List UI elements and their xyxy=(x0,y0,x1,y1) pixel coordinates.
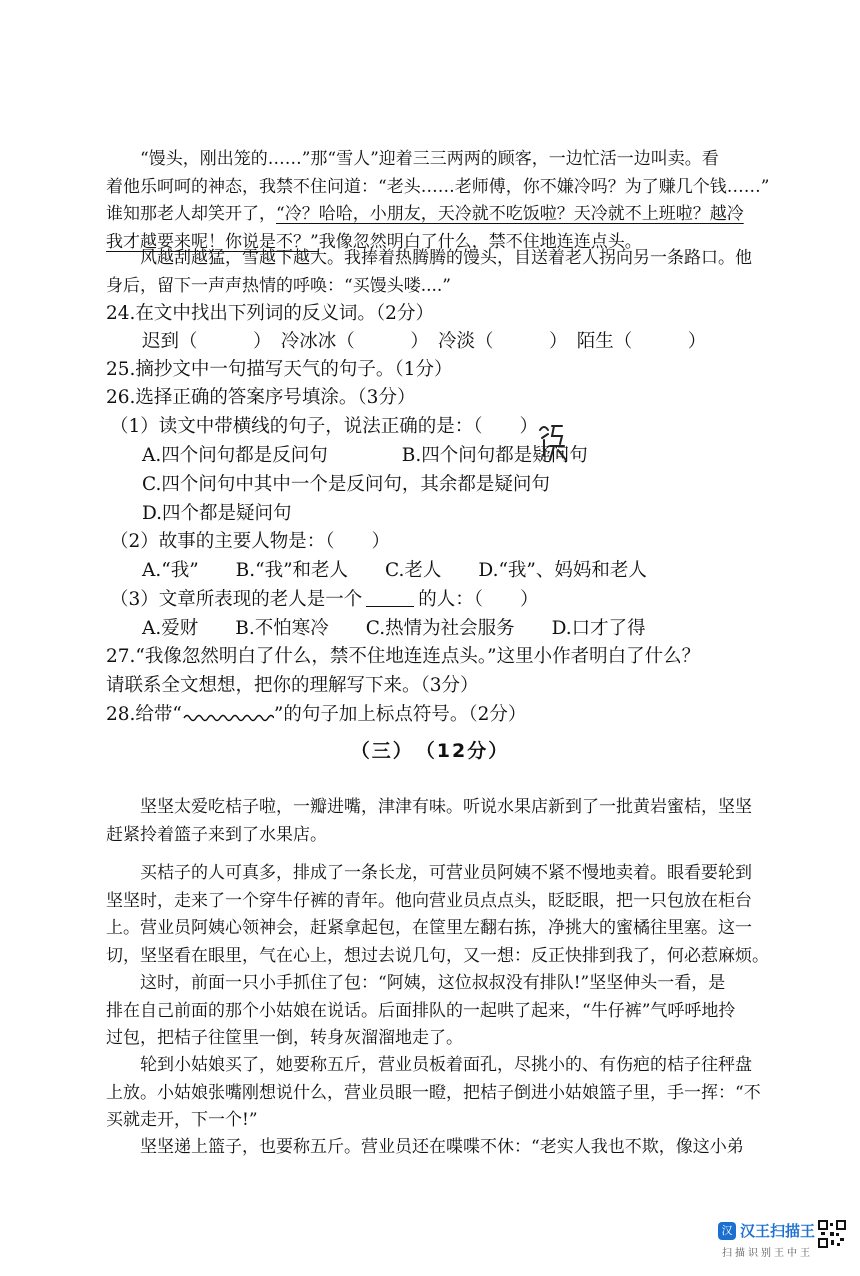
text-line: 买就走开，下一个!” xyxy=(106,1110,258,1130)
question-24: 24.在文中找出下列词的反义词。（2分） xyxy=(106,303,434,324)
question-27-line-2: 请联系全文想想，把你的理解写下来。（3分） xyxy=(106,675,479,696)
question-26-2: （2）故事的主要人物是：（ ） xyxy=(110,531,391,552)
text-line: 过包，把桔子往筐里一倒，转身灰溜溜地走了。 xyxy=(106,1028,463,1048)
text-line: 赶紧拎着篮子来到了水果店。 xyxy=(106,824,327,845)
question-27-line-1: 27.“我像忽然明白了什么，禁不住地连连点头。”这里小作者明白了什么？ xyxy=(106,646,701,667)
text-line: 坚坚递上篮子，也要称五斤。营业员还在喋喋不休：“老实人我也不欺，像这小弟 xyxy=(140,1137,744,1157)
text-line: 着他乐呵呵的神态，我禁不住问道：“老头……老师傅，你不嫌冷吗？为了赚几个钱……” xyxy=(106,176,770,197)
passage3-paragraph-5 xyxy=(106,1134,742,1162)
text-line: 坚坚太爱吃桔子啦，一瓣进嘴，津津有味。听说水果店新到了一批黄岩蜜桔，坚坚 xyxy=(140,797,752,817)
passage3-paragraph-4 xyxy=(106,1052,761,1135)
underlined-sentence: 我才越要来呢！你说是不？” xyxy=(106,231,319,252)
text-line: 风越刮越猛，雪越下越大。我捧着热腾腾的馒头，目送着老人拐向另一条路口。他 xyxy=(140,248,752,268)
question-28: 28.给带“ ”的句子加上标点符号。（2分） xyxy=(106,704,527,725)
passage3-paragraph-2 xyxy=(106,860,769,970)
question-26-1-option-d: D.四个都是疑问句 xyxy=(142,503,292,524)
text-line: “馒头，刚出笼的……”那“雪人”迎着三三两两的顾客，一边忙活一边叫卖。看 xyxy=(140,149,719,169)
text-line: 谁知那老人却笑开了，“冷？哈哈，小朋友，天冷就不吃饭啦？天冷就不上班啦？越冷 xyxy=(106,204,744,224)
question-26-3: （3）文章所表现的老人是一个 的人：（ ） xyxy=(110,589,539,610)
text-line: 排在自己前面的那个小姑娘在说话。后面排队的一起哄了起来，“牛仔裤”气呼呼地拎 xyxy=(106,1000,736,1021)
text-line: 切，坚坚看在眼里，气在心上，想过去说几句，又一想：反正快排到我了，何必惹麻烦。 xyxy=(106,945,769,966)
text-line: 上。营业员阿姨心领神会，赶紧拿起包，在筐里左翻右拣，净挑大的蜜橘往里塞。这一 xyxy=(106,918,752,938)
question-26-1-option-c: C.四个问句中其中一个是反问句，其余都是疑问句 xyxy=(142,474,550,495)
handwritten-mark xyxy=(536,420,570,464)
question-26-3-options: A.爱财 B.不怕寒冷 C.热情为社会服务 D.口才了得 xyxy=(142,618,646,639)
scanner-watermark xyxy=(718,1220,848,1264)
scanner-slogan: 扫描识别王中王 xyxy=(722,1248,813,1259)
question-26-1-options-ab: A.四个问句都是反问句 B.四个问句都是疑问句 xyxy=(142,445,588,466)
passage2-paragraph-1 xyxy=(106,146,770,256)
fill-blank xyxy=(366,588,414,607)
section-title: （三） （12分） xyxy=(350,740,510,762)
scanner-logo-icon: 汉 xyxy=(718,1222,736,1240)
passage2-paragraph-2 xyxy=(106,245,752,300)
question-24-words: 迟到（ ） 冷冰冰（ ） 冷淡（ ） 陌生（ ） xyxy=(142,331,707,352)
text-line: 身后，留下一声声热情的呼唤：“买馒头喽....” xyxy=(106,275,451,296)
underlined-sentence: “冷？哈哈，小朋友，天冷就不吃饭啦？天冷就不上班啦？越冷 xyxy=(276,204,744,224)
text-line: 这时，前面一只小手抓住了包：“阿姨，这位叔叔没有排队!”坚坚伸头一看，是 xyxy=(140,973,726,993)
qr-code-icon xyxy=(818,1220,846,1248)
text-line: 坚坚时，走来了一个穿牛仔裤的青年。他向营业员点点头，眨眨眼，把一只包放在柜台 xyxy=(106,890,752,911)
question-26-1: （1）读文中带横线的句子，说法正确的是：（ ） xyxy=(110,416,539,437)
text-line: 上放。小姑娘张嘴刚想说什么，营业员眼一瞪，把桔子倒进小姑娘篮子里，手一挥：“不 xyxy=(106,1082,761,1103)
passage3-paragraph-3 xyxy=(106,970,742,1053)
question-26: 26.选择正确的答案序号填涂。（3分） xyxy=(106,387,416,408)
text-line: 买桔子的人可真多，排成了一条长龙，可营业员阿姨不紧不慢地卖着。眼看要轮到 xyxy=(140,863,752,883)
passage3-paragraph-1 xyxy=(106,794,752,849)
scanner-brand-name: 汉王扫描王 xyxy=(740,1222,816,1240)
wavy-underline-mark xyxy=(182,710,274,722)
text-line: 轮到小姑娘买了，她要称五斤，营业员板着面孔，尽挑小的、有伤疤的桔子往秤盘 xyxy=(140,1055,752,1075)
question-25: 25.摘抄文中一句描写天气的句子。（1分） xyxy=(106,359,453,380)
question-26-2-options: A.“我” B.“我”和老人 C.老人 D.“我”、妈妈和老人 xyxy=(142,560,647,581)
text-line: 我才越要来呢！你说是不？”我像忽然明白了什么，禁不住地连连点头。 xyxy=(106,231,642,252)
